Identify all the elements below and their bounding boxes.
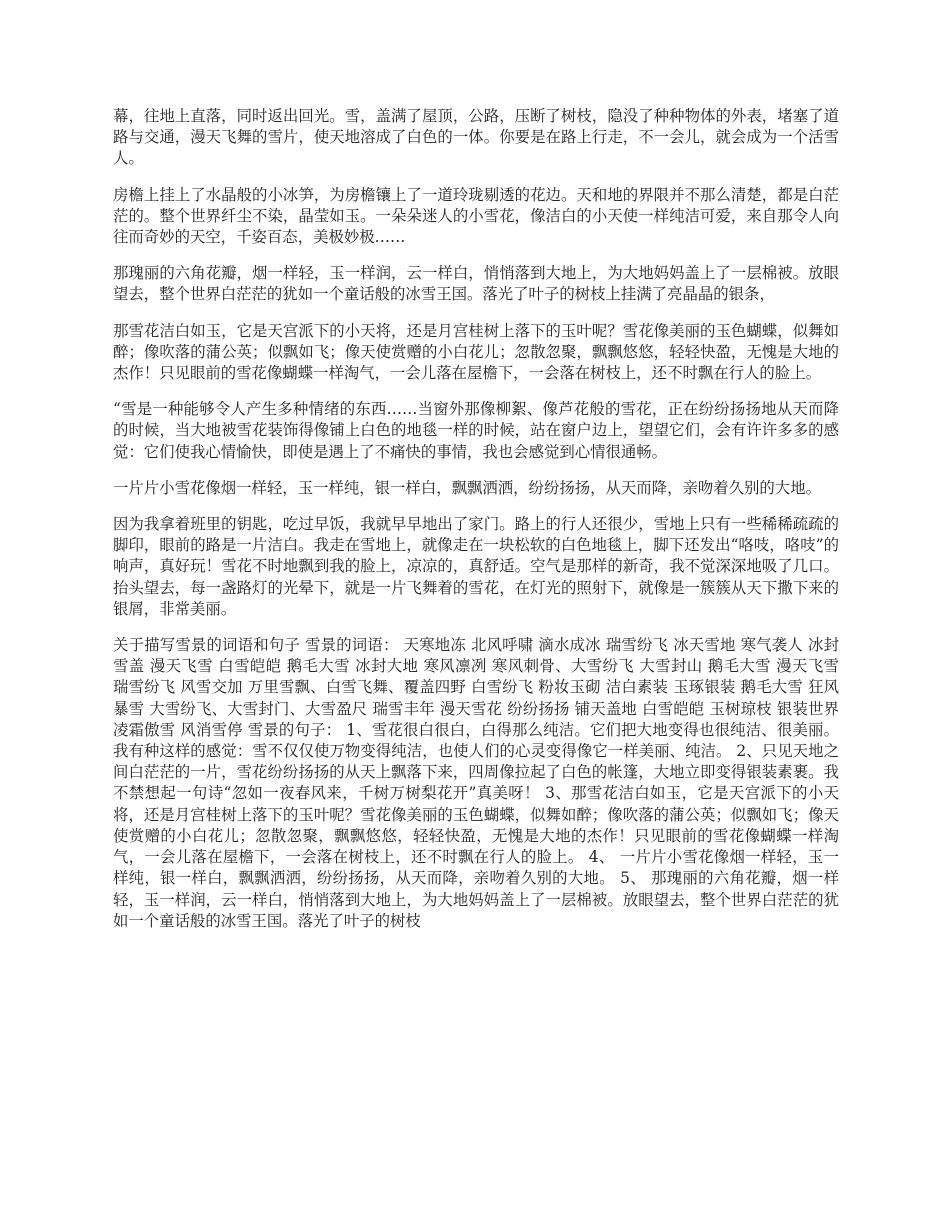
- paragraph-6: 一片片小雪花像烟一样轻，玉一样纯，银一样白，飘飘洒洒，纷纷扬扬，从天而降，亲吻着久别的大地。: [113, 478, 821, 497]
- paragraph-5: “雪是一种能够令人产生多种情绪的东西……当窗外那像柳絮、像芦花般的雪花，正在纷纷扬扬地从天而降的时候，当大地被雪花装饰得像铺上白色的地毯一样的时候，站在窗户边上，望望它们，会有许许多多的感觉：它们使我心情愉快，即使是遇上了不痛快的事情，我也会感觉到心情很通畅。: [113, 400, 839, 461]
- paragraph-1: 幕，往地上直落，同时返出回光。雪，盖满了屋顶，公路，压断了树枝，隐没了种种物体的外表，堵塞了道路与交通，漫天飞舞的雪片，使天地溶成了白色的一体。你要是在路上行走，不一会儿，就会成为一个活雪人。: [113, 107, 839, 168]
- paragraph-7: 因为我拿着班里的钥匙，吃过早饭，我就早早地出了家门。路上的行人还很少，雪地上只有一些稀稀疏疏的脚印，眼前的路是一片洁白。我走在雪地上，就像走在一块松软的白色地毯上，脚下还发出“咯吱，咯吱”的响声，真好玩！雪花不时地飘到我的脸上，凉凉的，真舒适。空气是那样的新奇，我不觉深深地吸了几口。抬头望去，每一盏路灯的光晕下，就是一片飞舞着的雪花，在灯光的照射下，就像是一簇簇从天下撒下来的银屑，非常美丽。: [113, 515, 839, 618]
- paragraph-4: 那雪花洁白如玉，它是天宫派下的小天将，还是月宫桂树上落下的玉叶呢？雪花像美丽的玉色蝴蝶，似舞如醉；像吹落的蒲公英；似飘如飞；像天使赏赠的小白花儿；忽散忽聚，飘飘悠悠，轻轻快盈，无愧是大地的杰作！只见眼前的雪花像蝴蝶一样淘气，一会儿落在屋檐下，一会落在树枝上，还不时飘在行人的脸上。: [113, 321, 839, 383]
- document-page: [113, 106, 839, 947]
- paragraph-2: 房檐上挂上了水晶般的小冰笋，为房檐镶上了一道玲珑剔透的花边。天和地的界限并不那么清楚，都是白茫茫的。整个世界纤尘不染，晶莹如玉。一朵朵迷人的小雪花，像洁白的小天使一样纯洁可爱，来自那令人向往而奇妙的天空，千姿百态，美极妙极……: [113, 185, 839, 247]
- paragraph-3: 那瑰丽的六角花瓣，烟一样轻，玉一样润，云一样白，悄悄落到大地上，为大地妈妈盖上了一层棉被。放眼望去，整个世界白茫茫的犹如一个童话般的冰雪王国。落光了叶子的树枝上挂满了亮晶晶的银条，: [113, 264, 839, 304]
- paragraph-8: 关于描写雪景的词语和句子 雪景的词语： 天寒地冻 北风呼啸 滴水成冰 瑞雪纷飞 冰天雪地 寒气袭人 冰封雪盖 漫天飞雪 白雪皑皑 鹅毛大雪 冰封大地 寒风凛冽 寒风刺骨、大雪纷飞 大雪封山 鹅毛大雪 漫天飞雪 瑞雪纷飞 风雪交加 万里雪飘、白雪飞舞、覆盖四野 白雪纷飞 粉妆玉砌 洁白素装 玉琢银装 鹅毛大雪 狂风暴雪 大雪纷飞、大雪封门、大雪盈尺 瑞雪丰年 漫天雪花 纷纷扬扬 铺天盖地 白雪皑皑 玉树琼枝 银装世界 凌霜傲雪 风消雪停 雪景的句子： 1、雪花很白很白，白得那么纯洁。它们把大地变得也很纯洁、很美丽。我有种这样的感觉：雪不仅仅使万物变得纯洁，也使人们的心灵变得像它一样美丽、纯洁。 2、只见天地之间白茫茫的一片，雪花纷纷扬扬的从天上飘落下来，四周像拉起了白色的帐篷，大地立即变得银装素裹。我不禁想起一句诗“忽如一夜春风来，千树万树梨花开”真美呀！ 3、那雪花洁白如玉，它是天宫派下的小天将，还是月宫桂树上落下的玉叶呢？雪花像美丽的玉色蝴蝶，似舞如醉；像吹落的蒲公英；似飘如飞；像天使赏赠的小白花儿；忽散忽聚，飘飘悠悠，轻轻快盈，无愧是大地的杰作！只见眼前的雪花像蝴蝶一样淘气，一会儿落在屋檐下，一会落在树枝上，还不时飘在行人的脸上。 4、 一片片小雪花像烟一样轻，玉一样纯，银一样白，飘飘洒洒，纷纷扬扬，从天而降，亲吻着久别的大地。 5、 那瑰丽的六角花瓣，烟一样轻，玉一样润，云一样白，悄悄落到大地上，为大地妈妈盖上了一层棉被。放眼望去，整个世界白茫茫的犹如一个童话般的冰雪王国。落光了叶子的树枝: [113, 636, 839, 930]
